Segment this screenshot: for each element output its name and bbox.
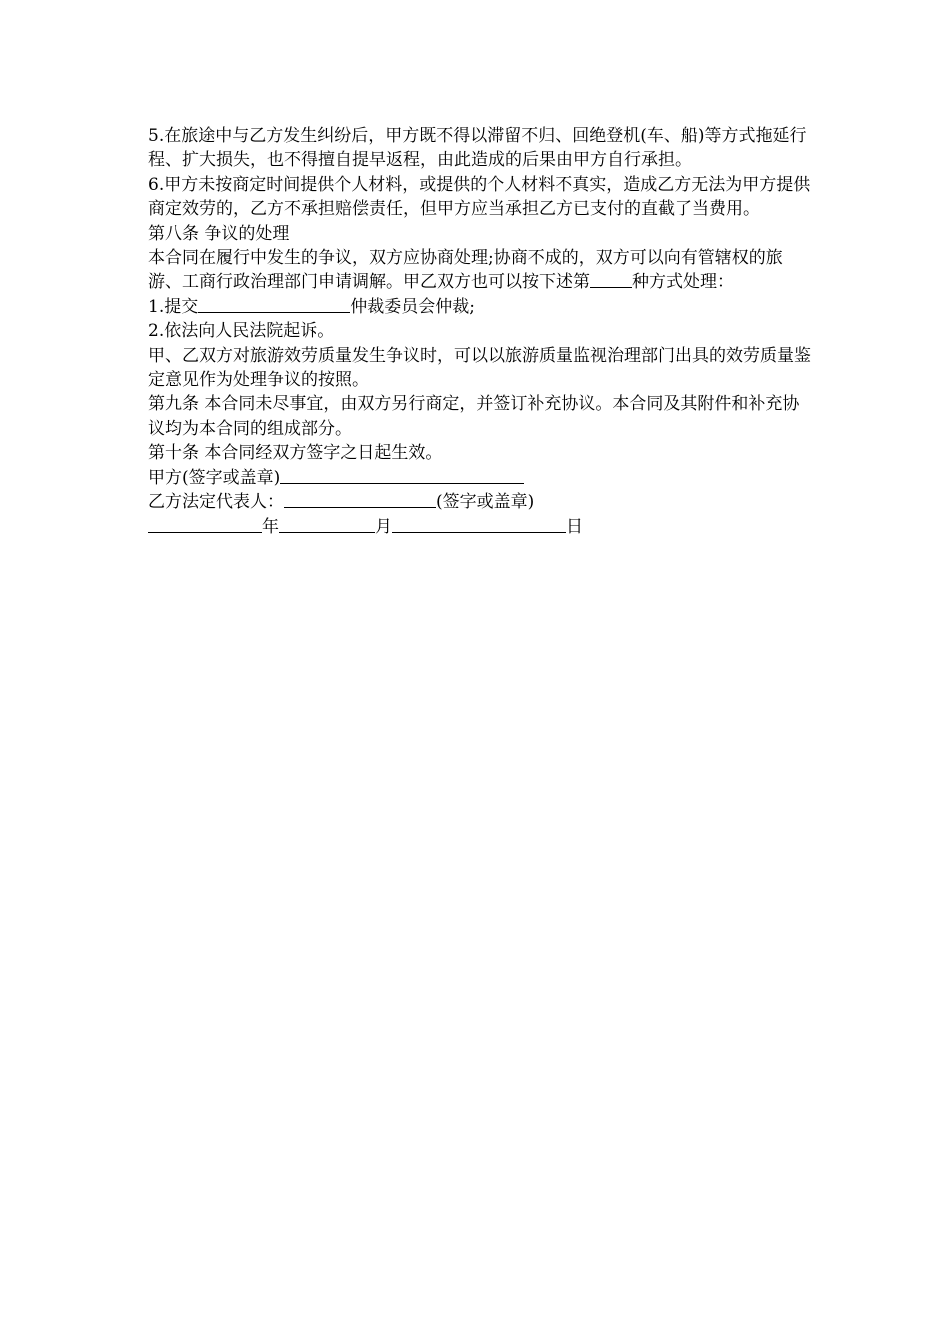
article-8-text-b: 种方式处理：: [632, 272, 734, 293]
party-a-signature-line: [148, 466, 813, 490]
article-8-option-2: 2.依法向人民法院起诉。: [148, 321, 335, 342]
party-a-label: 甲方(签字或盖章): [148, 467, 281, 488]
arbitration-committee-blank: [198, 296, 350, 313]
contract-body: [148, 124, 813, 539]
party-b-sign-label: (签字或盖章): [436, 492, 535, 513]
article-10: 第十条 本合同经双方签字之日起生效。: [148, 443, 443, 464]
year-blank: [148, 516, 262, 533]
date-line: [148, 515, 813, 539]
article-8-title: 第八条 争议的处理: [148, 223, 290, 244]
clause-item-5: 5.在旅途中与乙方发生纠纷后，甲方既不得以滞留不归、回绝登机(车、船)等方式拖延行程、扩大损失，也不得擅自提早返程，由此造成的后果由甲方自行承担。: [148, 126, 807, 171]
month-blank: [279, 516, 375, 533]
article-8-text-a: 本合同在履行中发生的争议，双方应协商处理;协商不成的，双方可以向有管辖权的旅游、工商行政治理部门申请调解。甲乙双方也可以按下述第: [148, 248, 783, 293]
party-b-signature-line: [148, 490, 813, 514]
clause-item-6: 6.甲方未按商定时间提供个人材料，或提供的个人材料不真实，造成乙方无法为甲方提供商定效劳的，乙方不承担赔偿责任，但甲方应当承担乙方已支付的直截了当费用。: [148, 174, 811, 220]
party-b-rep-label: 乙方法定代表人：: [148, 492, 284, 513]
month-label: 月: [375, 516, 392, 537]
party-b-signature-blank: [284, 491, 436, 508]
day-blank: [392, 516, 566, 533]
option-1-prefix: 1.提交: [148, 296, 199, 317]
article-8-quality: 甲、乙双方对旅游效劳质量发生争议时，可以以旅游质量监视治理部门出具的效劳质量鉴定意见作为处理争议的按照。: [148, 345, 811, 391]
day-label: 日: [566, 516, 583, 537]
year-label: 年: [262, 516, 279, 537]
article-9: 第九条 本合同未尽事宜，由双方另行商定，并签订补充协议。本合同及其附件和补充协议均为本合同的组成部分。: [148, 394, 800, 439]
method-number-blank: [590, 271, 632, 288]
party-a-signature-blank: [280, 467, 524, 484]
article-8-text: [148, 246, 813, 295]
option-1-suffix: 仲裁委员会仲裁;: [350, 296, 475, 317]
article-8-option-1: [148, 295, 813, 319]
